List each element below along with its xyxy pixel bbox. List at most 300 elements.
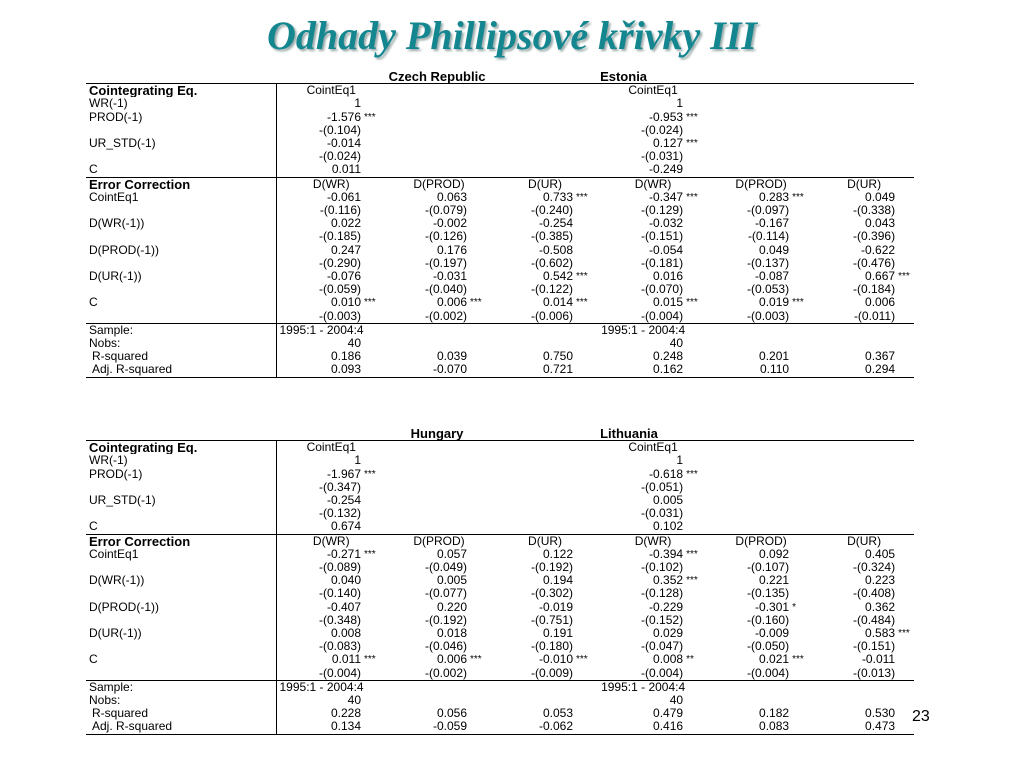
coint-row xyxy=(86,494,914,507)
ec-row xyxy=(86,244,914,257)
sample-range: 1995:1 - 2004:4 xyxy=(598,323,914,337)
significance-stars xyxy=(574,257,598,270)
row-label: C xyxy=(89,296,98,310)
row-label xyxy=(86,310,276,324)
coefficient-value: 0.040 xyxy=(276,574,362,587)
row-label xyxy=(86,124,276,137)
coint-row xyxy=(86,124,914,137)
country-header-row xyxy=(86,70,914,84)
section-header: Error Correction xyxy=(86,177,276,191)
coefficient-value: -(0.396) xyxy=(853,230,896,244)
significance-stars xyxy=(362,97,386,110)
coefficient-value: -(0.408) xyxy=(853,587,896,601)
significance-stars: *** xyxy=(364,548,376,560)
coefficient-value: 0.006 xyxy=(865,296,896,310)
empty-cell xyxy=(684,707,708,720)
country-name: Lithuania xyxy=(600,427,658,441)
coefficient-value: -(0.006) xyxy=(530,309,573,323)
coefficient-value: 0.127 xyxy=(653,137,684,151)
coefficient-value: 0.008 xyxy=(653,653,684,667)
column-header: D(UR) xyxy=(814,534,914,548)
significance-stars xyxy=(362,640,386,653)
row-label: D(WR(-1)) xyxy=(89,217,145,231)
significance-stars xyxy=(790,270,814,283)
column-header: CointEq1 xyxy=(276,84,386,98)
coefficient-value: -(0.051) xyxy=(641,480,684,494)
coefficient-value: 0.092 xyxy=(759,547,790,561)
significance-stars xyxy=(790,244,814,257)
significance-stars xyxy=(362,627,386,640)
ec-row xyxy=(86,283,914,296)
section-header: Cointegrating Eq. xyxy=(86,84,276,98)
coefficient-value: -(0.184) xyxy=(853,283,896,297)
significance-stars xyxy=(684,627,708,640)
coefficient-value: -(0.107) xyxy=(747,561,790,575)
column-header: D(PROD) xyxy=(386,534,492,548)
row-label xyxy=(86,257,276,270)
row-label xyxy=(86,614,276,627)
significance-stars xyxy=(362,244,386,257)
significance-stars xyxy=(790,548,814,561)
significance-stars: *** xyxy=(686,138,698,150)
coefficient-value: 0.220 xyxy=(436,600,467,614)
column-header: D(UR) xyxy=(814,177,914,191)
coefficient-value: -(0.083) xyxy=(276,640,362,653)
coefficient-value: -(0.302) xyxy=(530,587,573,601)
coefficient-value: -(0.004) xyxy=(641,309,684,323)
coefficient-value: -(0.128) xyxy=(641,587,684,601)
row-label: PROD(-1) xyxy=(89,467,143,481)
coefficient-value: -0.011 xyxy=(861,653,896,667)
section-header: Cointegrating Eq. xyxy=(86,441,276,455)
row-label: CointEq1 xyxy=(89,190,139,204)
coefficient-value: -(0.160) xyxy=(747,613,790,627)
stat-value: 0.201 xyxy=(759,350,790,364)
empty-cell xyxy=(684,363,708,377)
significance-stars xyxy=(468,230,492,243)
significance-stars xyxy=(362,520,386,534)
country-name: Czech Republic xyxy=(388,70,486,84)
ec-row xyxy=(86,601,914,614)
coefficient-value: 0.667 xyxy=(865,270,896,284)
significance-stars: *** xyxy=(576,271,588,283)
coefficient-value: -(0.290) xyxy=(276,257,362,270)
coefficient-value: -0.301 xyxy=(755,600,790,614)
stat-value: 0.053 xyxy=(542,707,573,721)
coefficient-value: -(0.152) xyxy=(641,613,684,627)
coefficient-value: -0.032 xyxy=(649,217,684,231)
coefficient-value: 0.283 xyxy=(759,190,790,204)
coefficient-value: -0.167 xyxy=(755,217,790,231)
coefficient-value: -0.394 xyxy=(649,547,684,561)
stat-value: 0.750 xyxy=(542,350,573,364)
coefficient-value: -(0.009) xyxy=(530,666,573,680)
row-label: C xyxy=(89,163,98,177)
slide-title: Odhady Phillipsové křivky III xyxy=(267,13,757,58)
coefficient-value: 0.043 xyxy=(865,217,896,231)
empty-cell xyxy=(790,720,814,734)
significance-stars xyxy=(362,124,386,137)
significance-stars xyxy=(896,244,914,257)
significance-stars xyxy=(574,204,598,217)
significance-stars: *** xyxy=(576,654,588,666)
row-label: D(UR(-1)) xyxy=(89,627,142,641)
coefficient-value: -(0.348) xyxy=(276,614,362,627)
empty-cell xyxy=(896,350,914,363)
ec-row xyxy=(86,574,914,587)
significance-stars xyxy=(896,587,914,600)
coefficient-value: -0.031 xyxy=(432,270,467,284)
row-label: Nobs: xyxy=(89,337,121,351)
stat-value: 0.093 xyxy=(276,363,362,377)
coefficient-value: 0.005 xyxy=(653,494,684,508)
significance-stars xyxy=(362,601,386,614)
significance-stars: *** xyxy=(364,468,376,480)
ec-row xyxy=(86,640,914,653)
coefficient-value: -1.576 xyxy=(276,111,362,124)
empty-cell xyxy=(386,111,598,124)
significance-stars xyxy=(896,257,914,270)
significance-stars: *** xyxy=(364,654,376,666)
country-header-row xyxy=(86,427,914,441)
significance-stars xyxy=(362,494,386,507)
significance-stars: *** xyxy=(792,191,804,203)
coefficient-value: -(0.240) xyxy=(530,204,573,218)
significance-stars xyxy=(468,270,492,283)
coefficient-value: -0.061 xyxy=(276,191,362,204)
significance-stars xyxy=(684,520,708,534)
empty-cell xyxy=(468,707,492,720)
coefficient-value: -(0.046) xyxy=(424,640,467,654)
significance-stars xyxy=(684,97,708,110)
significance-stars xyxy=(362,163,386,177)
row-label: PROD(-1) xyxy=(89,110,143,124)
empty-cell xyxy=(362,694,598,707)
empty-cell xyxy=(574,350,598,363)
coint-row xyxy=(86,507,914,520)
significance-stars xyxy=(574,217,598,230)
coefficient-value: 0.733 xyxy=(542,190,573,204)
coefficient-value: -0.010 xyxy=(538,653,573,667)
coefficient-value: -(0.484) xyxy=(853,613,896,627)
coefficient-value: -(0.059) xyxy=(276,283,362,296)
coefficient-value: 0.049 xyxy=(759,243,790,257)
significance-stars xyxy=(790,574,814,587)
significance-stars xyxy=(468,587,492,600)
significance-stars xyxy=(574,561,598,574)
column-header: CointEq1 xyxy=(598,441,708,455)
country-name: Hungary xyxy=(410,427,464,441)
coint-row xyxy=(86,520,914,534)
significance-stars xyxy=(790,627,814,640)
coefficient-value: 0.352 xyxy=(653,574,684,588)
coefficient-value: 0.011 xyxy=(276,653,362,666)
ec-row xyxy=(86,270,914,283)
coefficient-value: -(0.004) xyxy=(276,667,362,681)
significance-stars xyxy=(468,310,492,324)
nobs-value: 40 xyxy=(276,337,362,350)
significance-stars xyxy=(896,574,914,587)
significance-stars: ** xyxy=(686,654,694,666)
significance-stars xyxy=(362,561,386,574)
coefficient-value: 1 xyxy=(276,97,362,110)
coefficient-value: -0.014 xyxy=(276,137,362,150)
coefficient-value: -(0.002) xyxy=(424,309,467,323)
significance-stars xyxy=(468,548,492,561)
coefficient-value: -(0.070) xyxy=(641,283,684,297)
empty-cell xyxy=(362,337,598,350)
empty-cell xyxy=(386,150,598,163)
empty-cell xyxy=(708,124,914,137)
empty-cell xyxy=(708,468,914,481)
significance-stars xyxy=(896,653,914,666)
ec-row xyxy=(86,204,914,217)
empty-cell xyxy=(708,111,914,124)
ec-row xyxy=(86,217,914,230)
empty-cell xyxy=(574,720,598,734)
coefficient-value: -(0.476) xyxy=(853,256,896,270)
row-label: R-squared xyxy=(92,707,149,721)
coefficient-value: 0.221 xyxy=(759,574,790,588)
coefficient-value: 0.010 xyxy=(276,296,362,309)
significance-stars xyxy=(574,244,598,257)
empty-cell xyxy=(386,507,598,520)
coefficient-value: 0.015 xyxy=(653,296,684,310)
significance-stars xyxy=(684,163,708,177)
empty-cell xyxy=(86,70,276,84)
empty-cell xyxy=(708,84,914,98)
row-label: Adj. R-squared xyxy=(86,363,276,377)
coefficient-value: 0.049 xyxy=(865,190,896,204)
empty-cell xyxy=(684,337,914,350)
coefficient-value: 0.191 xyxy=(542,627,573,641)
coefficient-value: -(0.024) xyxy=(276,150,362,163)
ec-row xyxy=(86,614,914,627)
coefficient-value: 0.018 xyxy=(436,627,467,641)
row-label: Sample: xyxy=(86,680,276,694)
coefficient-value: -(0.151) xyxy=(641,230,684,244)
significance-stars xyxy=(468,191,492,204)
coefficient-value: -(0.004) xyxy=(641,666,684,680)
significance-stars xyxy=(684,614,708,627)
significance-stars xyxy=(896,548,914,561)
row-label: Adj. R-squared xyxy=(86,720,276,734)
coefficient-value: 1 xyxy=(676,97,684,111)
significance-stars xyxy=(684,150,708,163)
empty-cell xyxy=(708,481,914,494)
significance-stars xyxy=(790,310,814,324)
empty-cell xyxy=(362,707,386,720)
significance-stars xyxy=(362,283,386,296)
row-label xyxy=(86,640,276,653)
significance-stars xyxy=(790,257,814,270)
coefficient-value: -(0.040) xyxy=(424,283,467,297)
coefficient-value: 0.005 xyxy=(436,574,467,588)
coefficient-value: -(0.104) xyxy=(276,124,362,137)
sample-row xyxy=(86,323,914,337)
row-label xyxy=(86,283,276,296)
sample-row xyxy=(86,680,914,694)
significance-stars: *** xyxy=(470,654,482,666)
nobs-value: 40 xyxy=(669,694,684,708)
coefficient-value: 0.008 xyxy=(276,627,362,640)
ec-row xyxy=(86,627,914,640)
empty-cell xyxy=(86,427,276,441)
coefficient-value: -(0.197) xyxy=(424,256,467,270)
significance-stars xyxy=(574,310,598,324)
coefficient-value: -0.953 xyxy=(649,110,684,124)
significance-stars xyxy=(896,640,914,653)
significance-stars: *** xyxy=(576,191,588,203)
significance-stars xyxy=(574,587,598,600)
coefficient-value: -(0.140) xyxy=(276,587,362,600)
coefficient-value: -0.622 xyxy=(861,243,896,257)
empty-cell xyxy=(684,350,708,363)
stat-value: 0.039 xyxy=(436,350,467,364)
coefficient-value: 0.102 xyxy=(653,520,684,534)
ec-row xyxy=(86,310,914,324)
significance-stars xyxy=(684,204,708,217)
significance-stars xyxy=(362,257,386,270)
coint-row xyxy=(86,481,914,494)
column-header: D(PROD) xyxy=(386,177,492,191)
significance-stars xyxy=(468,204,492,217)
stat-value: 0.530 xyxy=(865,707,896,721)
sample-range: 1995:1 - 2004:4 xyxy=(276,323,598,337)
row-label xyxy=(86,507,276,520)
stat-value: 0.186 xyxy=(276,350,362,363)
significance-stars xyxy=(684,310,708,324)
column-header: D(WR) xyxy=(598,177,708,191)
row-label: D(PROD(-1)) xyxy=(89,243,159,257)
coefficient-value: 0.223 xyxy=(865,574,896,588)
significance-stars: *** xyxy=(686,575,698,587)
coefficient-value: -(0.137) xyxy=(747,256,790,270)
coefficient-value: -0.618 xyxy=(649,467,684,481)
significance-stars xyxy=(684,667,708,681)
coefficient-value: 0.247 xyxy=(276,244,362,257)
significance-stars xyxy=(684,494,708,507)
significance-stars xyxy=(684,244,708,257)
significance-stars xyxy=(362,204,386,217)
row-label: WR(-1) xyxy=(89,97,128,111)
coefficient-value: -0.508 xyxy=(538,243,573,257)
coefficient-value: 0.022 xyxy=(276,217,362,230)
regression-table-top xyxy=(86,70,914,378)
significance-stars xyxy=(362,137,386,150)
empty-cell xyxy=(386,97,598,110)
empty-cell xyxy=(708,150,914,163)
coefficient-value: -(0.126) xyxy=(424,230,467,244)
significance-stars xyxy=(790,217,814,230)
coefficient-value: -0.087 xyxy=(755,270,790,284)
row-label xyxy=(86,230,276,243)
coefficient-value: 0.362 xyxy=(865,600,896,614)
empty-cell xyxy=(708,454,914,467)
significance-stars: *** xyxy=(364,297,376,309)
empty-cell xyxy=(574,363,598,377)
column-header: D(PROD) xyxy=(708,534,814,548)
significance-stars xyxy=(362,574,386,587)
significance-stars xyxy=(684,124,708,137)
row-label xyxy=(86,204,276,217)
nobs-value: 40 xyxy=(669,337,684,351)
column-header: D(WR) xyxy=(276,534,386,548)
significance-stars xyxy=(684,507,708,520)
coefficient-value: 0.021 xyxy=(759,653,790,667)
significance-stars xyxy=(896,310,914,324)
significance-stars xyxy=(574,283,598,296)
row-label xyxy=(86,150,276,163)
significance-stars xyxy=(362,454,386,467)
column-header: D(UR) xyxy=(492,534,598,548)
significance-stars xyxy=(468,601,492,614)
significance-stars xyxy=(468,640,492,653)
significance-stars xyxy=(574,614,598,627)
empty-cell xyxy=(468,363,492,377)
column-header: D(PROD) xyxy=(708,177,814,191)
coefficient-value: -(0.053) xyxy=(747,283,790,297)
coefficient-value: -0.019 xyxy=(538,600,573,614)
stat-value: 0.056 xyxy=(436,707,467,721)
row-label: D(WR(-1)) xyxy=(89,574,145,588)
significance-stars xyxy=(574,640,598,653)
significance-stars: *** xyxy=(686,191,698,203)
significance-stars xyxy=(574,627,598,640)
significance-stars xyxy=(896,217,914,230)
coint-header-row xyxy=(86,441,914,455)
significance-stars xyxy=(896,561,914,574)
significance-stars: *** xyxy=(576,297,588,309)
coefficient-value: -(0.013) xyxy=(853,666,896,680)
significance-stars xyxy=(896,614,914,627)
coefficient-value: 0.029 xyxy=(653,627,684,641)
page-number: 23 xyxy=(912,708,930,725)
ec-row xyxy=(86,191,914,204)
significance-stars: *** xyxy=(470,297,482,309)
regression-table-bottom xyxy=(86,427,914,735)
ec-row xyxy=(86,587,914,600)
empty-cell xyxy=(790,350,814,363)
country-name: Estonia xyxy=(600,70,648,84)
coefficient-value: -0.347 xyxy=(649,190,684,204)
empty-cell xyxy=(386,494,598,507)
row-label xyxy=(86,667,276,681)
significance-stars: *** xyxy=(686,548,698,560)
row-label: UR_STD(-1) xyxy=(89,494,156,508)
significance-stars xyxy=(790,204,814,217)
coefficient-value: -(0.129) xyxy=(641,204,684,218)
stat-value: 0.083 xyxy=(708,720,790,734)
stat-value: 0.182 xyxy=(759,707,790,721)
coefficient-value: 0.176 xyxy=(436,243,467,257)
significance-stars xyxy=(684,640,708,653)
stats-row xyxy=(86,707,914,720)
coefficient-value: 0.122 xyxy=(542,547,573,561)
significance-stars xyxy=(896,283,914,296)
significance-stars xyxy=(684,283,708,296)
coefficient-value: -(0.004) xyxy=(747,666,790,680)
coint-row xyxy=(86,97,914,110)
coefficient-value: -0.229 xyxy=(649,600,684,614)
coint-row xyxy=(86,163,914,177)
coefficient-value: -0.254 xyxy=(538,217,573,231)
ec-header-row xyxy=(86,534,914,548)
coefficient-value: -(0.185) xyxy=(276,230,362,243)
significance-stars xyxy=(362,191,386,204)
row-label xyxy=(86,481,276,494)
empty-cell xyxy=(708,520,914,534)
